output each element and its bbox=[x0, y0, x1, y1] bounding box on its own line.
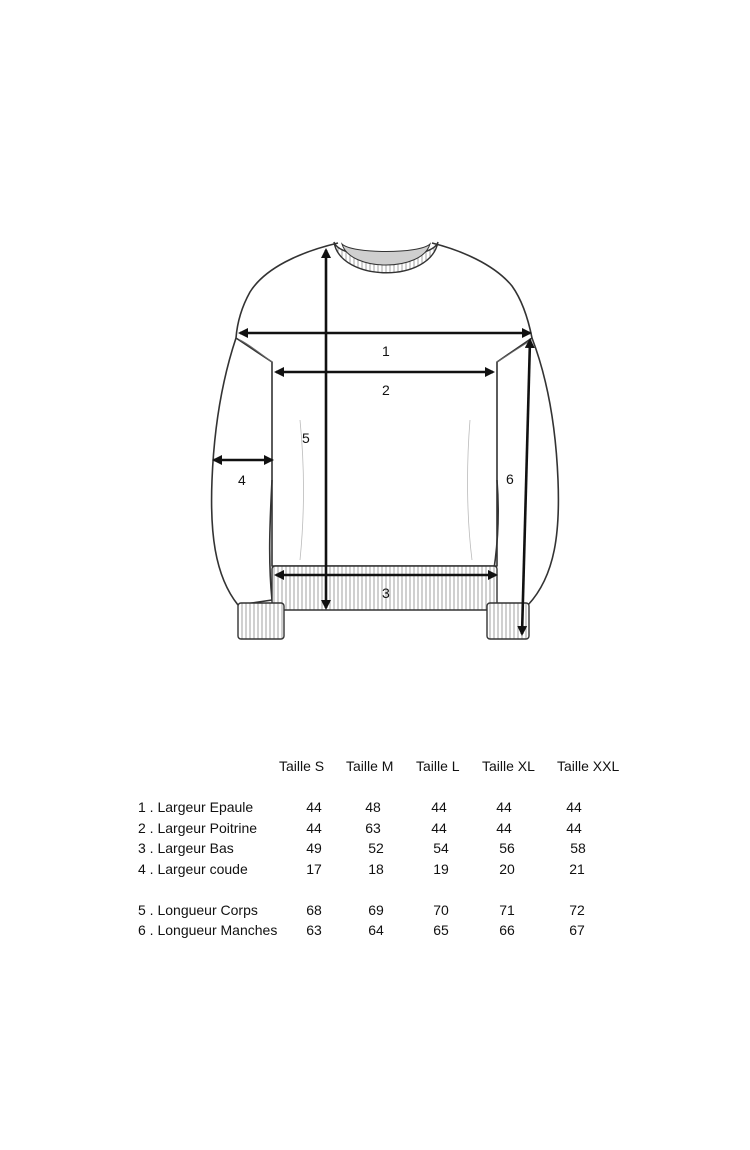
row-label: 4 . Largeur coude bbox=[138, 861, 248, 877]
cell: 71 bbox=[499, 902, 515, 918]
measure-label-2: 2 bbox=[382, 382, 390, 398]
cell: 18 bbox=[368, 861, 384, 877]
cell: 44 bbox=[496, 799, 512, 815]
cell: 68 bbox=[306, 902, 322, 918]
header-size-s: Taille S bbox=[279, 758, 325, 774]
cell: 63 bbox=[365, 820, 381, 836]
cell: 66 bbox=[499, 922, 515, 938]
header-size-m: Taille M bbox=[346, 758, 394, 774]
cell: 44 bbox=[306, 799, 322, 815]
cell: 64 bbox=[368, 922, 384, 938]
row-label: 6 . Longueur Manches bbox=[138, 922, 278, 938]
cell: 44 bbox=[431, 820, 447, 836]
cell: 44 bbox=[566, 820, 582, 836]
row-label: 3 . Largeur Bas bbox=[138, 840, 234, 856]
cell: 49 bbox=[306, 840, 322, 856]
cell: 72 bbox=[569, 902, 585, 918]
cell: 70 bbox=[433, 902, 449, 918]
measure-label-3: 3 bbox=[382, 585, 390, 601]
cell: 44 bbox=[306, 820, 322, 836]
cell: 54 bbox=[433, 840, 449, 856]
row-label: 2 . Largeur Poitrine bbox=[138, 820, 258, 836]
cell: 19 bbox=[433, 861, 449, 877]
cell: 44 bbox=[566, 799, 582, 815]
cell: 17 bbox=[306, 861, 322, 877]
measure-label-5: 5 bbox=[302, 430, 310, 446]
row-label: 1 . Largeur Epaule bbox=[138, 799, 254, 815]
cell: 20 bbox=[499, 861, 515, 877]
cell: 48 bbox=[365, 799, 381, 815]
measure-label-6: 6 bbox=[506, 471, 514, 487]
measure-label-1: 1 bbox=[382, 343, 390, 359]
cell: 58 bbox=[570, 840, 586, 856]
cell: 52 bbox=[368, 840, 384, 856]
cell: 21 bbox=[569, 861, 585, 877]
cell: 44 bbox=[496, 820, 512, 836]
cell: 44 bbox=[431, 799, 447, 815]
cell: 63 bbox=[306, 922, 322, 938]
header-size-xxl: Taille XXL bbox=[557, 758, 620, 774]
cell: 69 bbox=[368, 902, 384, 918]
header-size-xl: Taille XL bbox=[482, 758, 535, 774]
cell: 67 bbox=[569, 922, 585, 938]
row-label: 5 . Longueur Corps bbox=[138, 902, 258, 918]
cell: 65 bbox=[433, 922, 449, 938]
header-size-l: Taille L bbox=[416, 758, 460, 774]
measure-label-4: 4 bbox=[238, 472, 246, 488]
cell: 56 bbox=[499, 840, 515, 856]
